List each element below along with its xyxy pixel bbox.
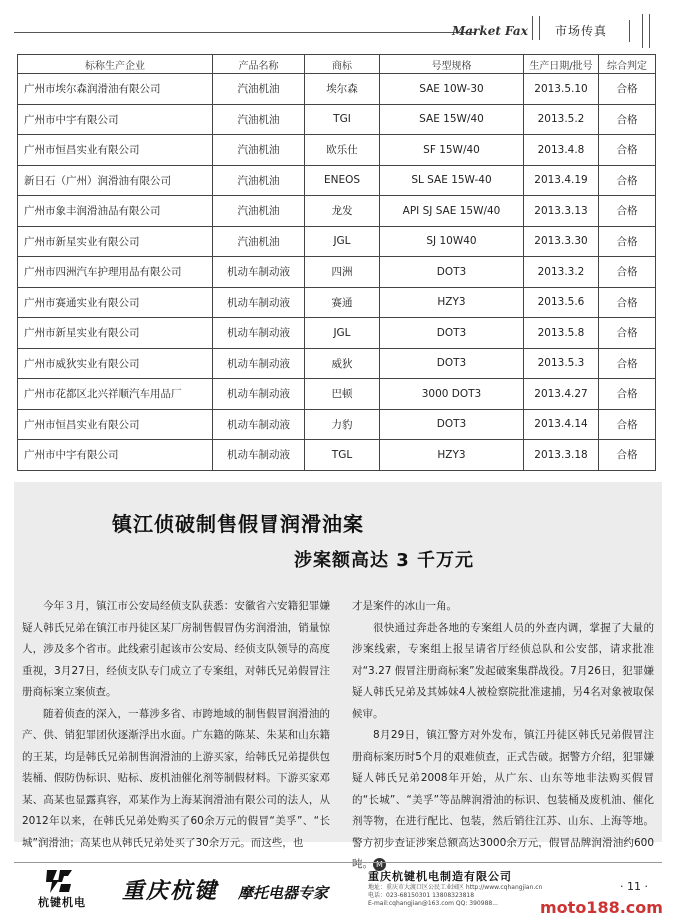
cell-enterprise: 广州市中宇有限公司 bbox=[18, 104, 213, 135]
column-header: 综合判定 bbox=[599, 55, 656, 74]
paragraph bbox=[352, 725, 654, 876]
cell-product: 汽油机油 bbox=[213, 74, 305, 105]
table-row bbox=[18, 409, 656, 440]
header-bars bbox=[532, 16, 540, 40]
header-edge-bars bbox=[642, 14, 650, 48]
cell-product: 汽油机油 bbox=[213, 135, 305, 166]
cell-result: 合格 bbox=[599, 379, 656, 410]
footer-slogan: 摩托电器专家 bbox=[238, 884, 329, 902]
footer-contact bbox=[368, 884, 542, 908]
cell-brand: TGI bbox=[305, 104, 380, 135]
cell-result: 合格 bbox=[599, 74, 656, 105]
table-row bbox=[18, 135, 656, 166]
logo-text: 杭键机电 bbox=[38, 896, 86, 909]
cell-date: 2013.3.2 bbox=[524, 257, 599, 288]
cell-result: 合格 bbox=[599, 440, 656, 471]
cell-result: 合格 bbox=[599, 409, 656, 440]
cell-enterprise: 广州市四洲汽车护理用品有限公司 bbox=[18, 257, 213, 288]
header-rule bbox=[14, 32, 476, 33]
cell-product: 汽油机油 bbox=[213, 165, 305, 196]
table-row bbox=[18, 104, 656, 135]
cell-enterprise: 广州市埃尔森润滑油有限公司 bbox=[18, 74, 213, 105]
cell-brand: TGL bbox=[305, 440, 380, 471]
page-header bbox=[0, 0, 674, 48]
cell-date: 2013.3.30 bbox=[524, 226, 599, 257]
cell-enterprise: 广州市新星实业有限公司 bbox=[18, 226, 213, 257]
cell-enterprise: 广州市花都区北兴祥顺汽车用品厂 bbox=[18, 379, 213, 410]
cell-spec: DOT3 bbox=[380, 257, 524, 288]
cell-spec: SAE 10W-30 bbox=[380, 74, 524, 105]
cell-spec: DOT3 bbox=[380, 409, 524, 440]
cell-spec: SL SAE 15W-40 bbox=[380, 165, 524, 196]
cell-product: 机动车制动液 bbox=[213, 379, 305, 410]
paragraph: 随着侦查的深入，一幕涉多省、市跨地域的制售假冒润滑油的产、供、销犯罪团伙逐渐浮出水面。广东籍的陈某、朱某和山东籍的王某，均是韩氏兄弟制售润滑油的上游买家，给韩氏兄弟提供包装桶、假防伪标识、贴标、废机油催化剂等制假材料。下游买家邓某、高某也显露真容，邓某作为上海某润滑油有限公司的法人，从2012年以来，在韩氏兄弟处购买了60余万元的假冒“美孚”、“长城”润滑油；高某也从韩氏兄弟处买了30余万元。而这些，也 bbox=[22, 707, 330, 849]
cell-product: 机动车制动液 bbox=[213, 318, 305, 349]
cell-brand: 欧乐仕 bbox=[305, 135, 380, 166]
footer-brand: 重庆杭键 bbox=[122, 879, 219, 904]
table-row bbox=[18, 257, 656, 288]
cell-date: 2013.5.6 bbox=[524, 287, 599, 318]
paragraph: 才是案件的冰山一角。 bbox=[352, 600, 457, 612]
cell-brand: JGL bbox=[305, 318, 380, 349]
cell-date: 2013.5.2 bbox=[524, 104, 599, 135]
cell-brand: JGL bbox=[305, 226, 380, 257]
publication-name: Market Fax bbox=[452, 24, 528, 38]
cell-product: 机动车制动液 bbox=[213, 440, 305, 471]
cell-result: 合格 bbox=[599, 348, 656, 379]
article-subtitle: 涉案额高达 3 千万元 bbox=[294, 550, 475, 571]
cell-result: 合格 bbox=[599, 257, 656, 288]
cell-product: 汽油机油 bbox=[213, 196, 305, 227]
paragraph-text: 8月29日，镇江警方对外发布，镇江丹徒区韩氏兄弟假冒注册商标案历时5个月的艰难侦查，正式告破。据警方介绍，犯罪嫌疑人韩氏兄弟2008年开始，从广东、山东等地非法购买假冒的“长城”、“美孚”等品牌润滑油的标识、包装桶及废机油、催化剂等物，在进行配比、包装，然后销往江苏、山东、上海等地。警方初步查证涉案总额高达3000余万元，假冒品牌润滑油约600吨。 bbox=[352, 729, 654, 870]
table-row bbox=[18, 348, 656, 379]
cell-spec: SJ 10W40 bbox=[380, 226, 524, 257]
cell-enterprise: 广州市恒昌实业有限公司 bbox=[18, 135, 213, 166]
cell-date: 2013.3.18 bbox=[524, 440, 599, 471]
cell-product: 汽油机油 bbox=[213, 226, 305, 257]
cell-enterprise: 新日石（广州）润滑油有限公司 bbox=[18, 165, 213, 196]
paragraph: 今年３月，镇江市公安局经侦支队获悉：安徽省六安籍犯罪嫌疑人韩氏兄弟在镇江市丹徒区某厂房制售假冒伪劣润滑油，销量惊人，涉及多个省市。此线索引起该市公安局、经侦支队领导的高度重视，3月27日，经侦支队专门成立了专案组，对韩氏兄弟假冒注册商标案立案侦查。 bbox=[22, 600, 330, 698]
footer-rule bbox=[14, 862, 662, 863]
cell-product: 机动车制动液 bbox=[213, 287, 305, 318]
table-row bbox=[18, 165, 656, 196]
table-row bbox=[18, 196, 656, 227]
cell-brand: 龙发 bbox=[305, 196, 380, 227]
cell-result: 合格 bbox=[599, 165, 656, 196]
table-row bbox=[18, 226, 656, 257]
end-mark-icon: M bbox=[373, 858, 386, 871]
cell-spec: HZY3 bbox=[380, 440, 524, 471]
column-header: 产品名称 bbox=[213, 55, 305, 74]
cell-enterprise: 广州市新星实业有限公司 bbox=[18, 318, 213, 349]
table-row bbox=[18, 318, 656, 349]
cell-result: 合格 bbox=[599, 287, 656, 318]
footer-address: 地址：重庆市大渡口区公民工业园区 http://www.cqhangjian.cn bbox=[368, 884, 543, 891]
cell-date: 2013.4.14 bbox=[524, 409, 599, 440]
article-title: 镇江侦破制售假冒润滑油案 bbox=[112, 512, 364, 536]
inspection-table bbox=[17, 54, 656, 471]
table-row bbox=[18, 379, 656, 410]
cell-date: 2013.4.19 bbox=[524, 165, 599, 196]
cell-brand: 埃尔森 bbox=[305, 74, 380, 105]
column-header: 标称生产企业 bbox=[18, 55, 213, 74]
paragraph: 很快通过奔赴各地的专案组人员的外查内调，掌握了大量的涉案线索，专案组上报呈请省厅经侦总队和公安部，请求批准对“3.27 假冒注册商标案”发起破案集群战役。7月26日，犯罪嫌疑人韩氏兄弟及其姊妹4人被检察院批准逮捕，另4名对象被取保候审。 bbox=[352, 621, 654, 720]
cell-brand: 巴顿 bbox=[305, 379, 380, 410]
cell-result: 合格 bbox=[599, 135, 656, 166]
table-row bbox=[18, 287, 656, 318]
footer-company: 重庆杭键机电制造有限公司 bbox=[368, 870, 512, 883]
cell-date: 2013.4.27 bbox=[524, 379, 599, 410]
article-column-right bbox=[352, 596, 654, 876]
table-header-row bbox=[18, 55, 656, 74]
cell-spec: API SJ SAE 15W/40 bbox=[380, 196, 524, 227]
cell-enterprise: 广州市象丰润滑油品有限公司 bbox=[18, 196, 213, 227]
cell-spec: SF 15W/40 bbox=[380, 135, 524, 166]
table-body bbox=[18, 74, 656, 471]
cell-date: 2013.3.13 bbox=[524, 196, 599, 227]
cell-product: 机动车制动液 bbox=[213, 409, 305, 440]
footer-email: E-mail:cqhangjian@163.com QQ: 390988... bbox=[368, 900, 498, 907]
cell-spec: SAE 15W/40 bbox=[380, 104, 524, 135]
cell-spec: DOT3 bbox=[380, 318, 524, 349]
watermark: moto188.com bbox=[540, 898, 663, 917]
cell-brand: ENEOS bbox=[305, 165, 380, 196]
cell-result: 合格 bbox=[599, 196, 656, 227]
table-row bbox=[18, 74, 656, 105]
cell-result: 合格 bbox=[599, 226, 656, 257]
cell-spec: 3000 DOT3 bbox=[380, 379, 524, 410]
article-column-left bbox=[22, 596, 330, 854]
footer-phone: 电话：023-68150301 13808323818 bbox=[368, 892, 475, 899]
cell-date: 2013.4.8 bbox=[524, 135, 599, 166]
cell-brand: 赛通 bbox=[305, 287, 380, 318]
section-title: 市场传真 bbox=[555, 24, 608, 38]
column-header: 生产日期/批号 bbox=[524, 55, 599, 74]
cell-product: 机动车制动液 bbox=[213, 257, 305, 288]
cell-spec: HZY3 bbox=[380, 287, 524, 318]
cell-result: 合格 bbox=[599, 104, 656, 135]
cell-brand: 力豹 bbox=[305, 409, 380, 440]
column-header: 号型规格 bbox=[380, 55, 524, 74]
cell-enterprise: 广州市赛通实业有限公司 bbox=[18, 287, 213, 318]
cell-date: 2013.5.8 bbox=[524, 318, 599, 349]
page-number: · 11 · bbox=[620, 880, 648, 893]
cell-enterprise: 广州市威狄实业有限公司 bbox=[18, 348, 213, 379]
cell-brand: 四洲 bbox=[305, 257, 380, 288]
cell-date: 2013.5.3 bbox=[524, 348, 599, 379]
cell-product: 机动车制动液 bbox=[213, 348, 305, 379]
cell-date: 2013.5.10 bbox=[524, 74, 599, 105]
cell-enterprise: 广州市中宇有限公司 bbox=[18, 440, 213, 471]
cell-result: 合格 bbox=[599, 318, 656, 349]
cell-brand: 威狄 bbox=[305, 348, 380, 379]
column-header: 商标 bbox=[305, 55, 380, 74]
hangjian-logo-icon bbox=[44, 868, 74, 894]
cell-enterprise: 广州市恒昌实业有限公司 bbox=[18, 409, 213, 440]
cell-product: 汽油机油 bbox=[213, 104, 305, 135]
cell-spec: DOT3 bbox=[380, 348, 524, 379]
table-row bbox=[18, 440, 656, 471]
